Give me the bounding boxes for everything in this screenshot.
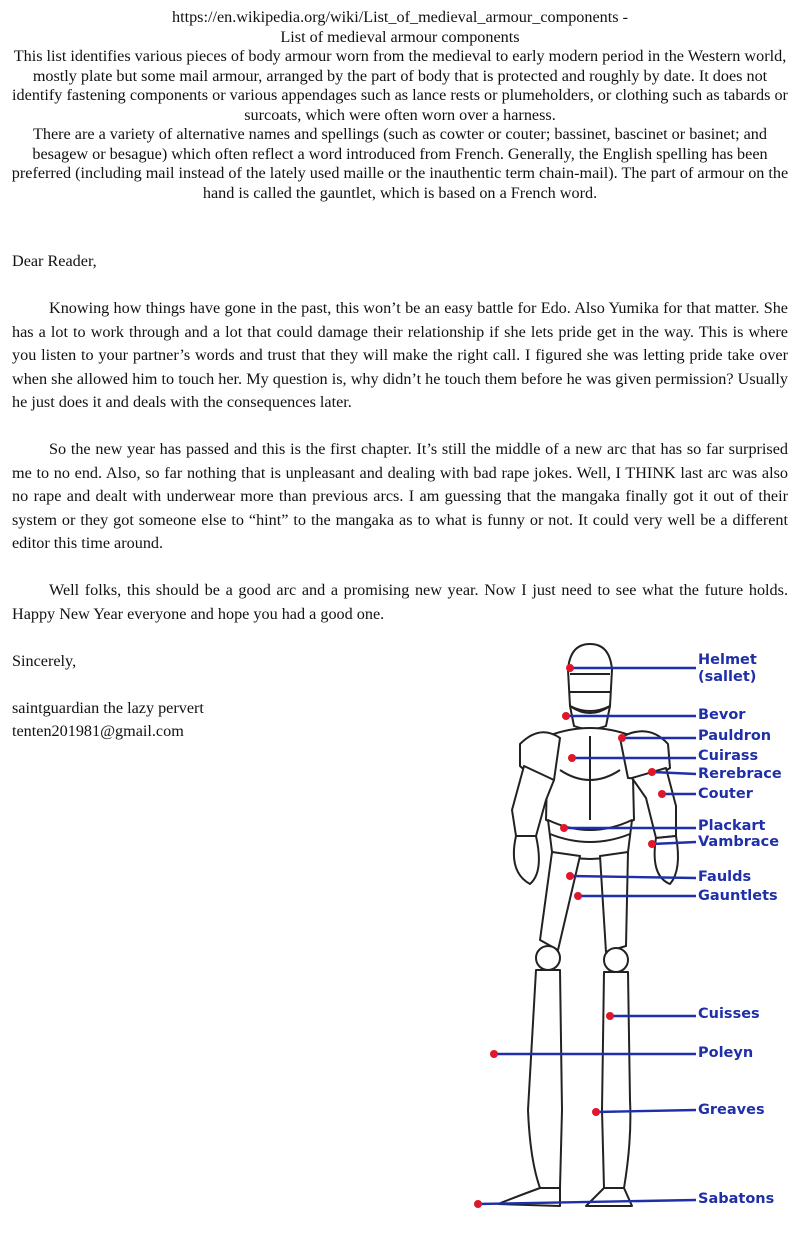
letter-paragraph-3: Well folks, this should be a good arc and a promising new year. Now I just need to see what the future holds. Happy New Year everyone and hope you had a good one. <box>12 581 788 623</box>
label-cuirass: Cuirass <box>698 748 759 764</box>
label-sabatons: Sabatons <box>698 1191 775 1207</box>
greave-right <box>602 972 630 1188</box>
sabaton-right <box>586 1188 632 1206</box>
armour-diagram <box>420 640 800 1236</box>
cuisse-right <box>600 852 628 952</box>
poleyn-right <box>604 948 628 972</box>
source-url: https://en.wikipedia.org/wiki/List_of_medieval_armour_components - <box>171 8 629 26</box>
cuisse-left <box>540 852 580 950</box>
greeting: Dear Reader, <box>12 252 97 270</box>
helmet-shape <box>568 644 612 711</box>
spelling-paragraph: There are a variety of alternative names and spellings (such as cowter or couter; bassinet, bascinet or basinet; and besagew or besague) which often reflect a word introduced from French. Generally, the English spelling has been preferred (including mail instead of the lately used maille or the inauthentic term chain-mail). The part of armour on the hand is called the gauntlet, which is based on a French word. <box>11 125 789 202</box>
greave-left <box>528 970 562 1188</box>
label-gauntlets: Gauntlets <box>698 888 778 904</box>
label-poleyn: Poleyn <box>698 1045 754 1061</box>
label-vambrace: Vambrace <box>698 834 780 850</box>
wiki-excerpt <box>10 8 790 203</box>
letter-paragraph-2: So the new year has passed and this is the first chapter. It’s still the middle of a new arc that has so far surprised me to no end. Also, so far nothing that is unpleasant and dealing with bad rape jokes. Well, I THINK last arc was also no rape and dealt with underwear more than previous arcs. I am guessing that the mangaka finally got it out of their system or they got someone else to “hint” to the mangaka as to what is funny or not. It could very well be a different editor this time around. <box>12 440 788 552</box>
label-rerebrace: Rerebrace <box>698 766 782 782</box>
label-plackart: Plackart <box>698 818 766 834</box>
article-title: List of medieval armour components <box>280 27 520 46</box>
label-couter: Couter <box>698 786 753 802</box>
label-bevor: Bevor <box>698 707 746 723</box>
label-cuisses: Cuisses <box>698 1006 760 1022</box>
label-helmet: Helmet (sallet) <box>698 652 757 685</box>
email-address: tenten201981@gmail.com <box>12 722 184 740</box>
closing: Sincerely, <box>12 651 77 670</box>
label-greaves: Greaves <box>698 1102 765 1118</box>
poleyn-left <box>536 946 560 970</box>
label-faulds: Faulds <box>698 869 752 885</box>
intro-paragraph: This list identifies various pieces of body armour worn from the medieval to early modern period in the Western world, mostly plate but some mail armour, arranged by the part of body that is protected and roughly by date. It does not identify fastening components or various appendages such as lance rests or plumeholders, or clothing such as tabards or surcoats, which were often worn over a harness. <box>12 47 788 124</box>
signature-name: saintguardian the lazy pervert <box>12 698 204 717</box>
label-pauldron: Pauldron <box>698 728 772 744</box>
letter-paragraph-1: Knowing how things have gone in the past, this won’t be an easy battle for Edo. Also Yumika for that matter. She has a lot to work through and a lot that could damage their relationship if she lets pride get in the way. This is where you listen to your partner’s words and trust that they will make the right call. I figured she was letting pride take over when she allowed him to touch her. My question is, why didn’t he touch them before he was given permission? Usually he just does it and deals with the consequences later. <box>12 299 788 411</box>
